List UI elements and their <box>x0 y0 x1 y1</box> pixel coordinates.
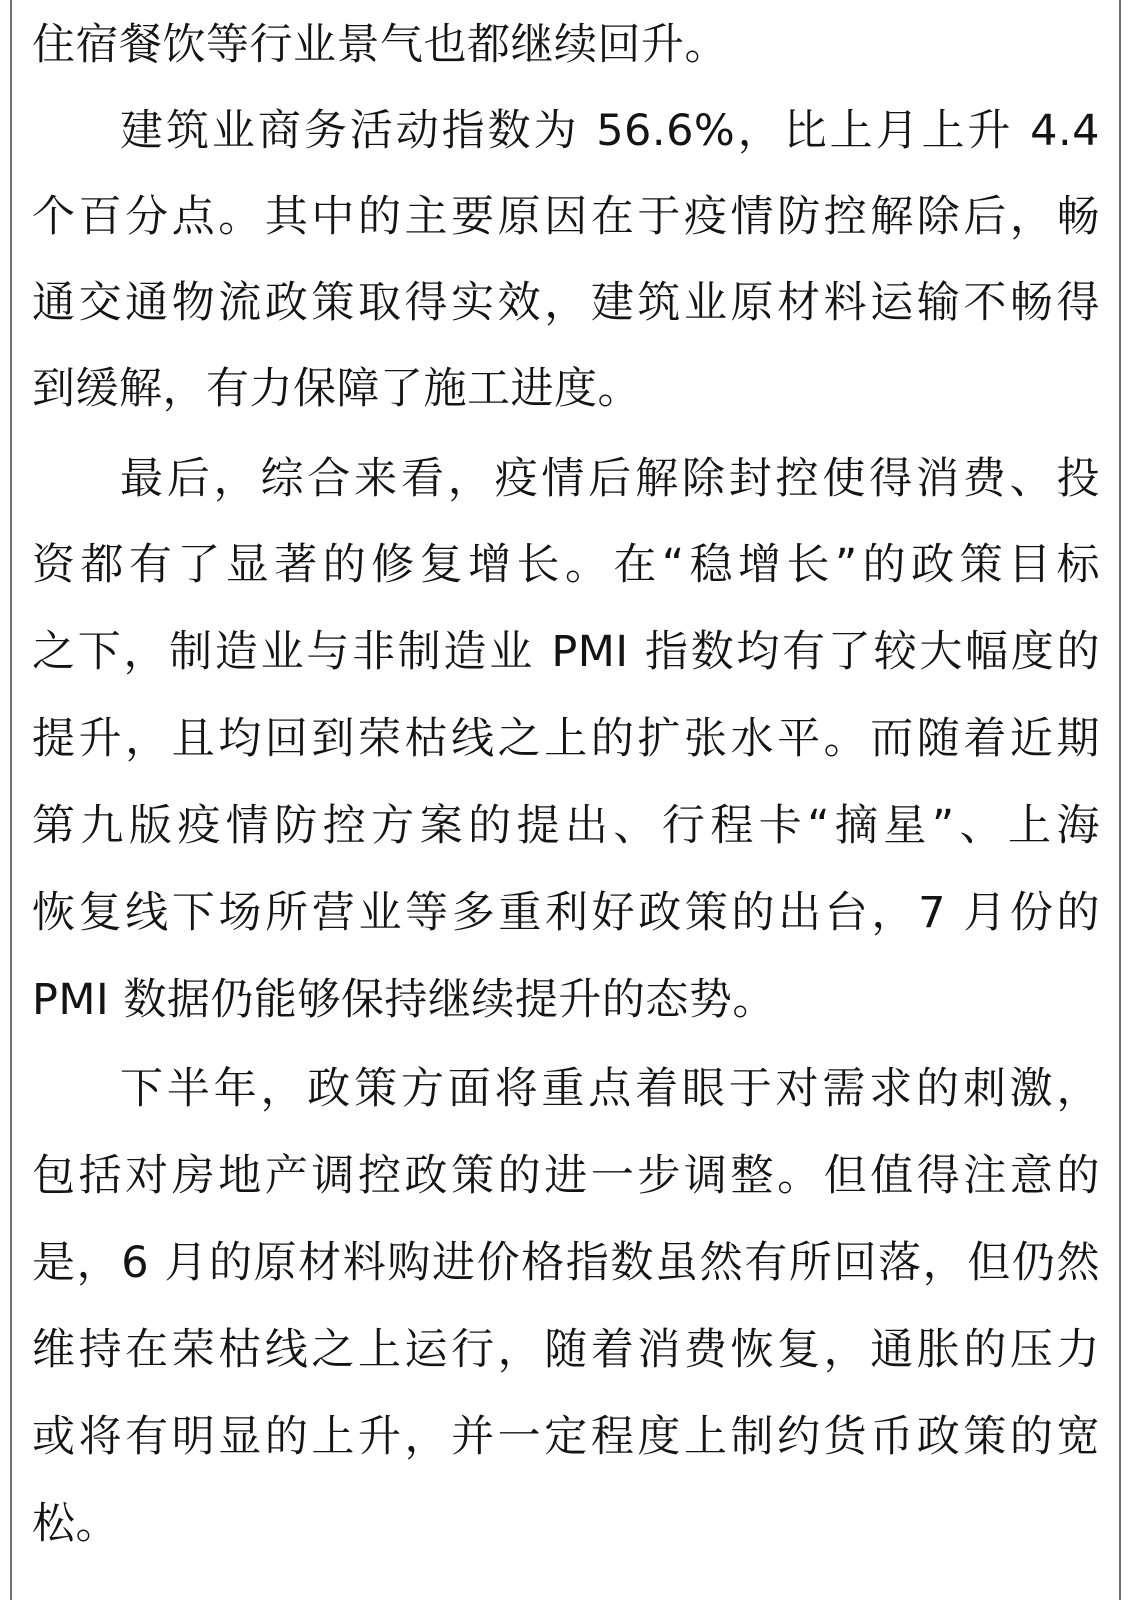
text-line: 包括对房地产调控政策的进一步调整。但值得注意的 <box>32 1151 1100 1201</box>
paragraph-first-line: 下半年，政策方面将重点着眼于对需求的刺激， <box>120 1064 1100 1114</box>
text-line: 松。 <box>32 1499 119 1549</box>
text-line: 到缓解，有力保障了施工进度。 <box>32 364 641 414</box>
paragraph-first-line: 建筑业商务活动指数为 56.6%，比上月上升 4.4 <box>120 106 1100 156</box>
text-line: 是，6 月的原材料购进价格指数虽然有所回落，但仍然 <box>32 1238 1100 1288</box>
text-line: 通交通物流政策取得实效，建筑业原材料运输不畅得 <box>32 278 1100 328</box>
text-line: 维持在荣枯线之上运行，随着消费恢复，通胀的压力 <box>32 1325 1100 1375</box>
text-line: 资都有了显著的修复增长。在“稳增长”的政策目标 <box>32 540 1100 590</box>
text-line: 恢复线下场所营业等多重利好政策的出台，7 月份的 <box>32 888 1100 938</box>
text-line: 个百分点。其中的主要原因在于疫情防控解除后，畅 <box>32 192 1100 242</box>
text-line: 之下，制造业与非制造业 PMI 指数均有了较大幅度的 <box>32 627 1100 677</box>
text-line: PMI 数据仍能够保持继续提升的态势。 <box>32 975 776 1025</box>
text-line: 提升，且均回到荣枯线之上的扩张水平。而随着近期 <box>32 714 1100 764</box>
paragraph-first-line: 最后，综合来看，疫情后解除封控使得消费、投 <box>120 454 1100 504</box>
text-line: 住宿餐饮等行业景气也都继续回升。 <box>32 20 728 70</box>
text-line: 或将有明显的上升，并一定程度上制约货币政策的宽 <box>32 1412 1100 1462</box>
text-line: 第九版疫情防控方案的提出、行程卡“摘星”、上海 <box>32 801 1100 851</box>
